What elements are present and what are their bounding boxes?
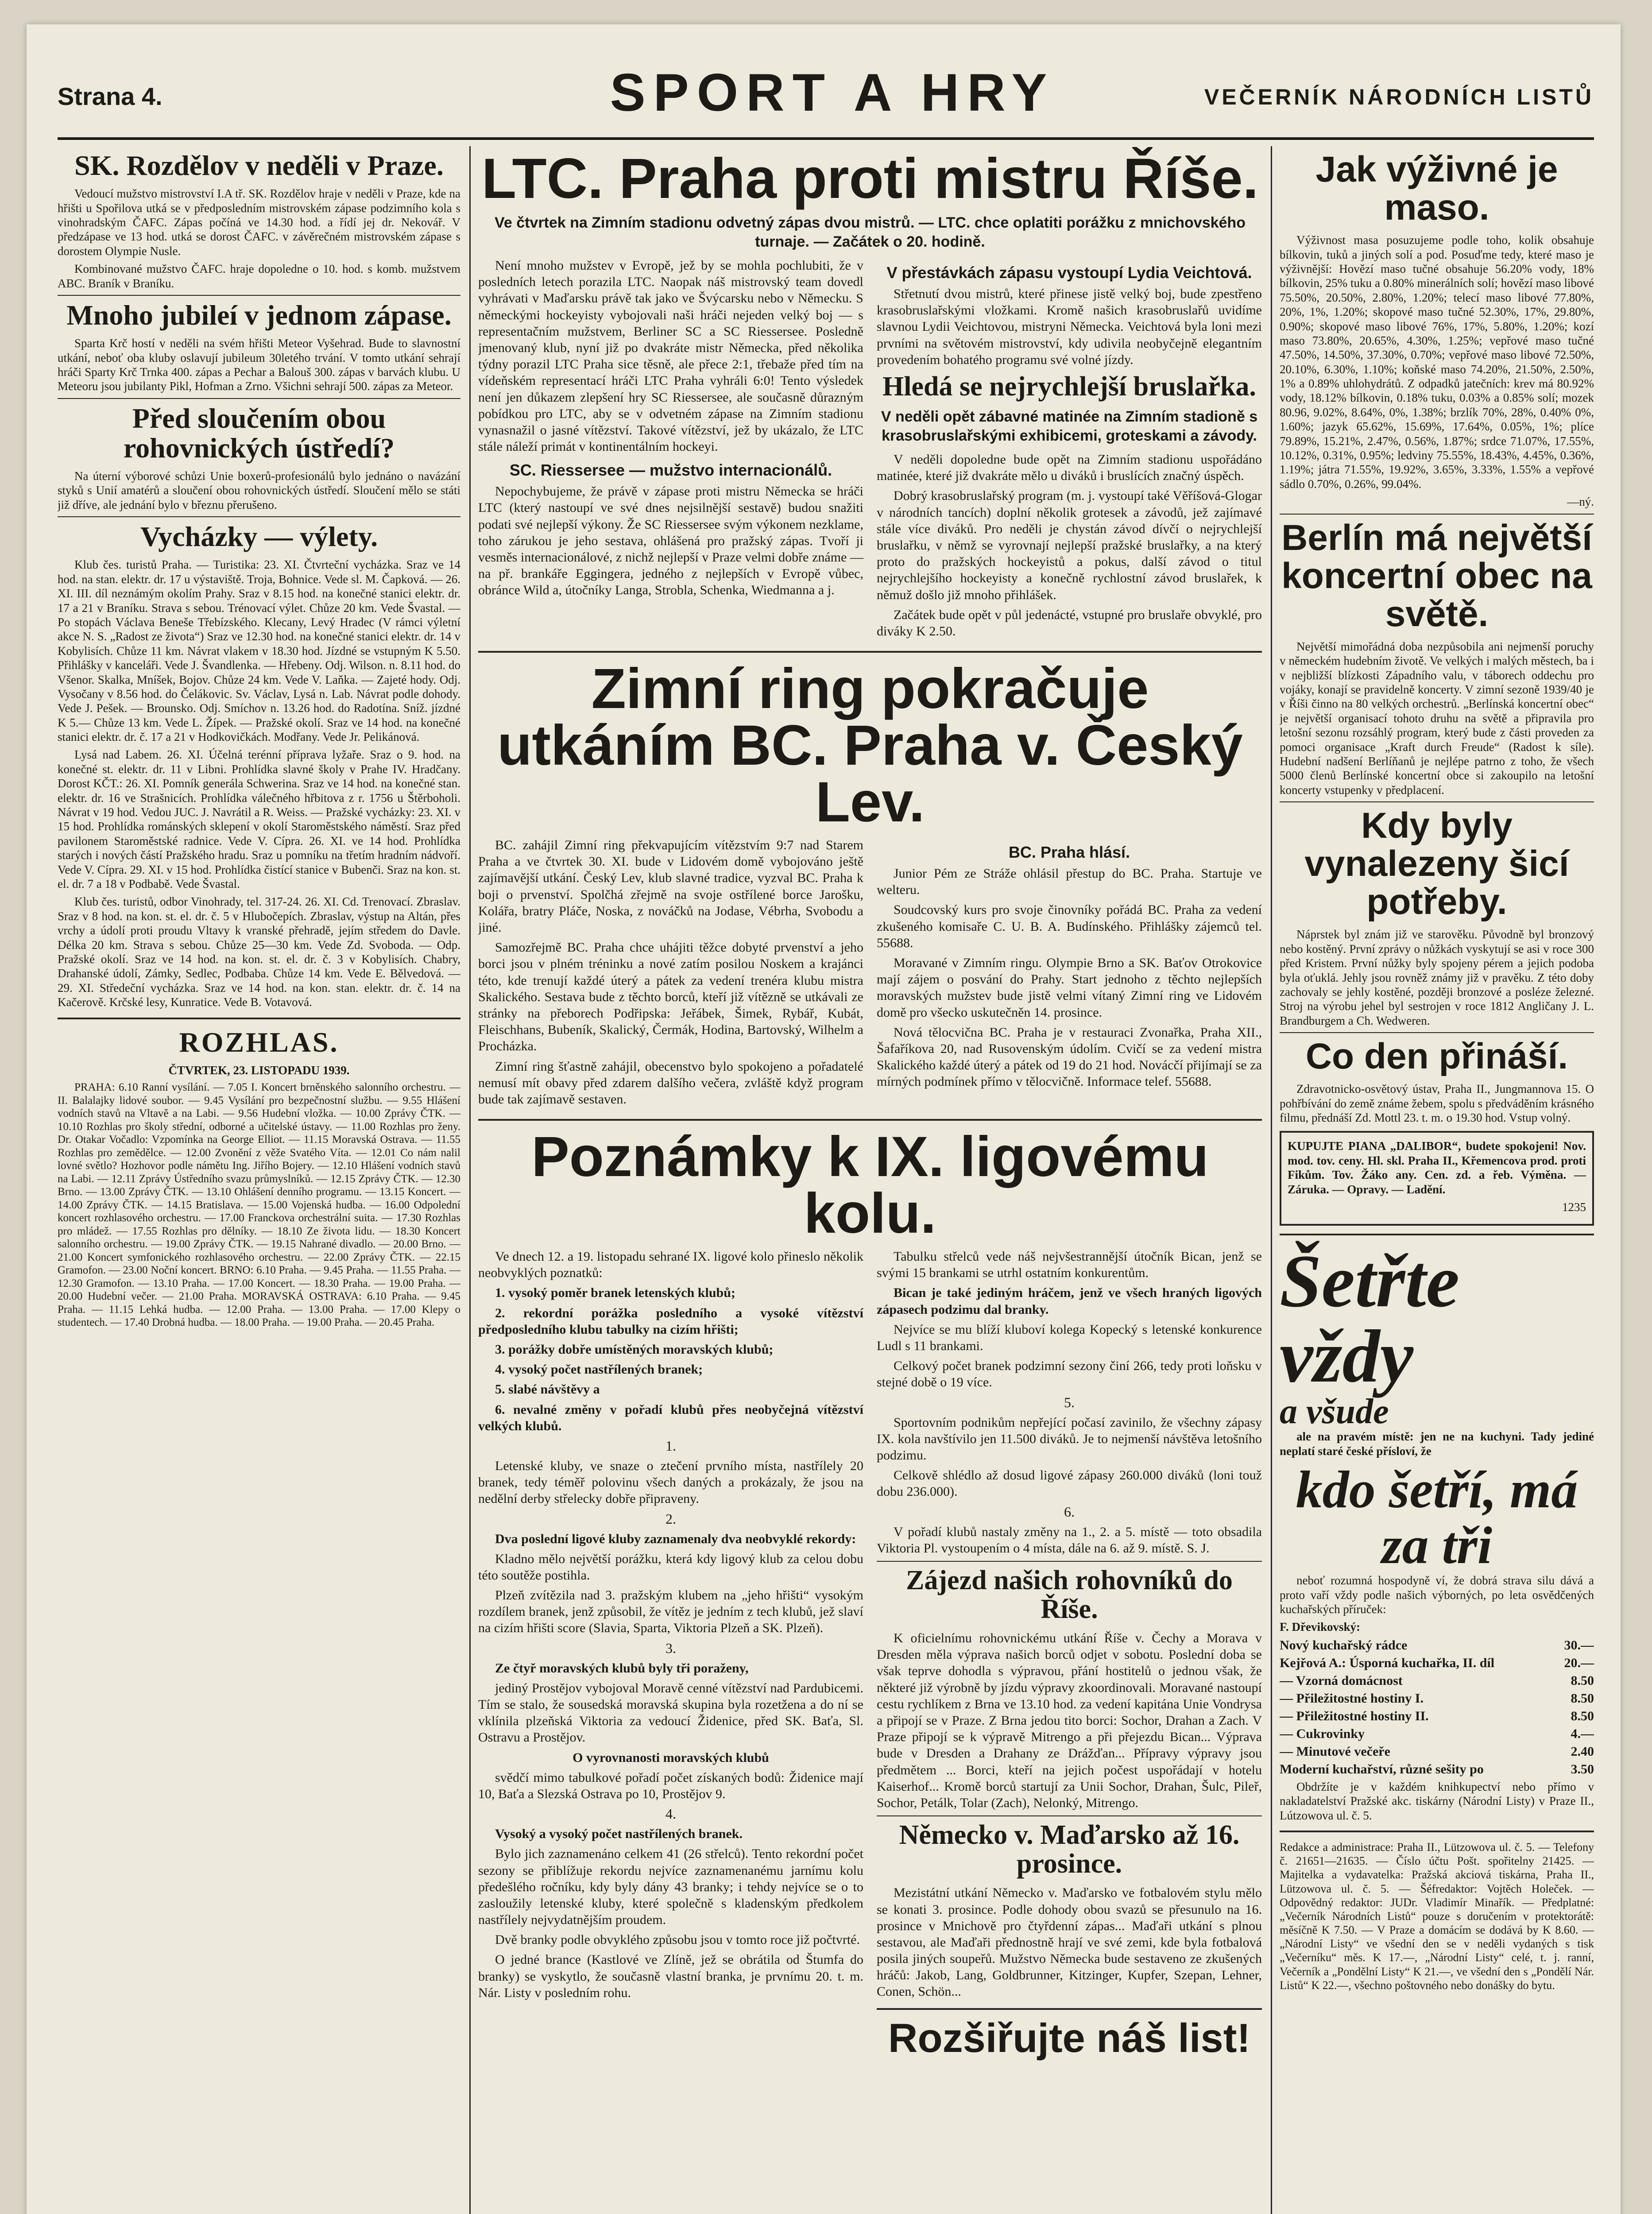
article-title: SK. Rozdělov v neděli v Praze. xyxy=(74,150,444,181)
article-text: Není mnoho mužstev v Evropě, jež by se mohla pochlubiti, že v posledních letech porazila LTC. Naopak náš mistrovský team dovedl vyhrávati v Maďarsku právě tak jako ve Švýcarsku nebo v Německu. S německými hockeyisty vybojovali naši hráči nejeden velký boj — s representačním mužstvem, Berliner SC a SC Riessersee. Posledně jmenovaný klub, nyní již po dvakráte mistr Německa, před několika týdny porazil LTC Praha sice těsně, ale přece 2:1, třebaže před tím na vídeňském representací hráči LTC Praha vyhráli 6:0! Tento výsledek není jen důkazem zlepšení hry SC Riessersee, ale současně důrazným pobídkou pro LTC, aby se v odvetném zápase na Zimním stadionu vynasnažil o jasné vítězství. Takové vítězství, jež by ukázalo, že LTC stále náleží primát v kontinentálním hockeyi. xyxy=(478,258,863,454)
divider xyxy=(877,2008,1262,2010)
article-text: Nejvíce se mu blíží kluboví kolega Kopecký s letenské konkurence Ludl s 11 brankami. xyxy=(877,1322,1262,1354)
column-rule xyxy=(469,146,471,2214)
divider xyxy=(478,651,1262,653)
article-text: V pořadí klubů nastaly změny na 1., 2. a 5. místě — toto obsadila Viktoria Pl. vystoupením o 4 místa, dále na 6. až 9. místě. S. J. xyxy=(877,1524,1262,1556)
masthead xyxy=(58,58,1594,140)
article-title: Před sloučením obou rohovnických ústředí? xyxy=(123,402,395,464)
price-row xyxy=(1280,1744,1594,1759)
ad-text: neboť rozumná hospodyně ví, že dobrá strava silu dává a proto vaří vždy podle našich výborných, po leta osvědčených kuchařských příruček: xyxy=(1280,1574,1594,1616)
book-price: 20.— xyxy=(1564,1655,1594,1670)
article-signature: —ný. xyxy=(1567,495,1594,509)
book-name: Nový kuchařský rádce xyxy=(1280,1637,1408,1653)
article-text: Ze čtyř moravských klubů byly tři poraženy, xyxy=(495,1660,749,1676)
price-row xyxy=(1280,1656,1594,1671)
headline-poznamky: Poznámky k IX. ligovému kolu. xyxy=(531,1125,1209,1246)
column-5 xyxy=(1280,146,1594,2214)
article-title: Co den přináší. xyxy=(1305,1036,1568,1077)
book-name: — Vzorná domácnost xyxy=(1280,1673,1403,1688)
cookbook-ad xyxy=(1280,1239,1594,1823)
headline-zimni-ring: Zimní ring pokračuje utkáním BC. Praha v. Český Lev. xyxy=(497,657,1243,834)
piano-ad xyxy=(1280,1131,1594,1226)
article-text: Největší mimořádná doba nezpůsobila ani nejmenší poruchy v německém hudebním životě. Ve velkých i malých městech, ba i v nejbližší blízkosti Západního valu, v táborech oddechu pro vojáky, konají se pravidelně koncerty. V zimní sezoně 1939/40 je v Říši činno na 80 velkých orchestrů. „Berlínská koncertní obec“ je největší organisací tohoto druhu na světě a připravila pro letošní sezonu rozsáhlý program, který bude z části proveden za pomoci organisace „Kraft durch Freude“ (Radost k síle). Hudební nadšení Berlíňanů je nejlépe patrno z toho, že všech 5000 členů Berlínské koncertní obce si zakoupilo na letošní koncerty vstupenky v předplacení. xyxy=(1280,639,1594,797)
imprint xyxy=(1280,1840,1594,1992)
price-row xyxy=(1280,1691,1594,1706)
subhead: V přestávkách zápasu vystoupí Lydia Veichtová. xyxy=(886,263,1252,282)
ltc-right-col xyxy=(877,257,1262,643)
article-text: Zimní ring šťastně zahájil, obecenstvo bylo spokojeno a pořadatelé nemusí mít obavy před zdarem dalšího večera, zvláště když program bude tak zajímavě sestaven. xyxy=(478,1059,863,1107)
price-row xyxy=(1280,1638,1594,1653)
divider xyxy=(58,1018,460,1019)
book-price: 30.— xyxy=(1564,1637,1594,1653)
section-number: 3. xyxy=(665,1640,676,1656)
divider xyxy=(1280,514,1594,515)
article-text: Ve dnech 12. a 19. listopadu sehrané IX. ligové kolo přineslo několik neobvyklých poznatků: xyxy=(478,1249,863,1281)
price-row xyxy=(1280,1709,1594,1724)
article-text: Zdravotnicko-osvětový ústav, Praha II., Jungmannova 15. O pohřbívání do země známe žebem, spolu s předváděním krásného filmu, přednáší Zd. Mottl 23. t. m. o 19.30 hod. Vstup volný. xyxy=(1280,1082,1594,1125)
article-text: K oficielnímu rohovnickému utkání Říše v. Čechy a Morava v Dresden měla výprava našich borců odjet v sobotu. Poslední doba se však teprve dohodla s výpravou, přání hostitelů o jednou však, že některé již výrobně by jízdu výpravy zkoordinovali. Moravané nastoupí cestu rychlíkem z Brna ve 13.10 hod. za vedení kapitána Unie Vondrysa a připojí se v Praze. Z Brna jedou tito borci: Sochor, Drahan a Zach. V Praze připojí se k výpravě Mitrengo a při přejezdu Bican... Výprava bude v Dresden a Drahany ze Drážďan... Přípravy výpravy jsou předmětem ... Borci, kteří na jejich počest uspořádají v hotelu Kaiserhof... Kromě borců startují za Unii Sochor, Drahan, Šulc, Pileř, Sochor, Petálk, Tolar (Zach), Nelonký, Mitrengo. xyxy=(877,1631,1262,1810)
article-text: Kombinované mužstvo ČAFC. hraje dopoledne o 10. hod. s komb. mužstvem ABC. Braník v Braníku. xyxy=(58,262,460,290)
newspaper-name: VEČERNÍK NÁRODNÍCH LISTŮ xyxy=(1204,85,1594,109)
article-title: Mnoho jubileí v jednom zápase. xyxy=(66,299,452,331)
article-text: Letenské kluby, ve snaze o ztečení prvního místa, nastřílely 20 branek, tedy téměř polovinu všech daných a prokázaly, že jsou na nedělní derby střelecky dobře připraveny. xyxy=(478,1458,863,1506)
column-sports xyxy=(478,146,1262,2214)
ad-number: 1235 xyxy=(1562,1200,1586,1214)
deck: V neděli opět zábavné matinée na Zimním stadioně s krasobruslařskými exhibicemi, groteskami a závody. xyxy=(881,408,1258,444)
divider xyxy=(1280,1831,1594,1832)
article-text: Dva poslední ligové kluby zaznamenaly dva neobvyklé rekordy: xyxy=(495,1531,856,1546)
article-text: Nová tělocvična BC. Praha je v restauraci Zvonařka, Praha XII., Šafaříkova 20, nad Rusovenským údolím. Cvičí se za vedení mistra Skalického každé úterý a pátek od 19 do 21 hod. Novácčí přijímají se za mírných podmínek přímo v tělocvičně. Informace telef. 55688. xyxy=(877,1025,1262,1089)
zr-left-col xyxy=(478,837,863,1111)
section-title: SPORT A HRY xyxy=(610,63,1055,122)
column-1 xyxy=(58,146,460,2214)
list-item: 1. vysoký poměr branek letenských klubů; xyxy=(495,1285,735,1301)
section-number: 2. xyxy=(665,1510,676,1527)
divider xyxy=(1280,1032,1594,1033)
book-price: 8.50 xyxy=(1571,1673,1594,1688)
article-title: Vycházky — výlety. xyxy=(140,521,378,553)
divider xyxy=(478,1119,1262,1121)
book-price: 4.— xyxy=(1571,1726,1594,1741)
article-text: Mezistátní utkání Německo v. Maďarsko ve fotbalovém stylu mělo se konati 3. prosince. Podle dohody obou svazů se přesunulo na 16. prosince v Mnichově pro čtyřdenní zápas... Maďaři utkání s plnou sestavou, ale Maďaři přednostně hrají ve své zemi, kde byla fotbalová posila jiných soupeřů. Mužstvo Německa bude sestaveno ze zkušených hráčů: Jakob, Lang, Goldbrunner, Kitzinger, Kupfer, Szepan, Lehner, Conen, Schön... xyxy=(877,1885,1262,1999)
divider xyxy=(58,516,460,517)
article-text: V neděli dopoledne bude opět na Zimním stadionu uspořádáno matinée, které již dvakráte mělo u diváků i bruslících značný úspěch. xyxy=(877,452,1262,484)
ad-text: KUPUJTE PIANA „DALIBOR“, budete spokojeni! Nov. mod. tov. ceny. Hl. skl. Praha II., Křemencova prod. proti Fikům. Tov. Žáko any. Cen. zd. a řeb. Výměna. — Záruka. — Opravy. — Ladění. xyxy=(1288,1139,1586,1196)
book-price: 8.50 xyxy=(1571,1708,1594,1723)
article-text: O jedné brance (Kastlové ve Zlíně, jež se obrátila od Štumfa do branky) se vyskytlo, že současně vlastní branka, je prvnímu 20. t. m. Nár. Listy v posledním rohu. xyxy=(478,1952,863,2000)
ad-text: Obdržíte je v každém knihkupectví nebo přímo v nakladatelství Pražské akc. tiskárny (Národní Listy) v Praze II., Lútzowova ul. č. 5. xyxy=(1280,1780,1594,1822)
pz-right-col xyxy=(877,1248,1262,2065)
price-row xyxy=(1280,1762,1594,1777)
zr-right-col xyxy=(877,837,1262,1111)
article-text: Tabulku střelců vede náš nejvšestrannější útočník Bican, jenž se svými 15 brankami se utrhl ostatním konkurentům. xyxy=(877,1249,1262,1281)
ad-text: ale na pravém místě: jen ne na kuchyni. Tady jediné neplatí staré české přísloví, že xyxy=(1280,1430,1594,1458)
article-text: Junior Pém ze Stráže ohlásil přestup do BC. Praha. Startuje ve welteru. xyxy=(877,866,1262,898)
article-title: Německo v. Maďarsko až 16. prosince. xyxy=(899,1820,1240,1879)
ad-slogan: kdo šetří, má za tři xyxy=(1296,1460,1578,1575)
subhead: BC. Praha hlásí. xyxy=(1008,843,1130,862)
article-text: BC. zahájil Zimní ring překvapujícím vítězstvím 9:7 nad Starem Praha a ve čtvrtek 30. XI. bude v Lidovém domě vybojováno ještě zajímavější utkání. Český Lev, klub slavné tradice, vyzval BC. Praha k boji o prvenství. Spolčhá zřejmě na svoje ostřílené borce Jarošku, Kolářa, bratry Pláče, Noska, z nováčků na Jodase, Vébrha, Svobodu a jiné. xyxy=(478,838,863,935)
article-text: Vedoucí mužstvo mistrovství I.A tř. SK. Rozdělov hraje v neděli v Praze, kde na hřišti u Spořilova utká se v předposledním mistrovském zápase podzimního kola s vinohradským ČAFC. Zápas počíná ve 14.30 hod. a řídí jej dr. Nekovář. V předzápase ve 13 hod. utká se dorost ČAFC. v závěrečném mistrovském zápase s dorostem Olympie Nusle. xyxy=(58,187,460,258)
book-price: 3.50 xyxy=(1571,1761,1594,1777)
article-text: Sportovním podnikům nepřející počasí zavinilo, že všechny zápasy IX. kola navštívilo jen 11.500 diváků. Je to nejmenší návštěva letošního podzimu. xyxy=(877,1415,1262,1463)
promo-rozsirujte: Rozšiřujte náš list! xyxy=(888,2015,1250,2061)
list-item: 4. vysoký počet nastřílených branek; xyxy=(495,1362,703,1377)
divider xyxy=(1280,1234,1594,1235)
article-text: Kladno mělo největší porážku, která kdy ligový klub za celou dobu této soutěže postihla. xyxy=(478,1551,863,1583)
article-text: Klub čes. turistů Praha. — Turistika: 23. XI. Čtvrteční vycházka. Sraz ve 14 hod. na stan. elektr. dr. 17 u výstaviště. Troja, Bohnice. Vede sl. M. Čapková. — 26. XI. III. díl neznámým okolím Prahy. Sraz v 8.15 hod. na konečné stanici elektr. dr. 17 a 21 v Braníku. Strava s sebou. Trénovací výlet. Chůze 20 km. Vede Švastal. — Po stopách Václava Beneše Třebízského. Klecany, Levý Hradec (V rámci výletní akce N. S. „Radost ze života“) Sraz ve 12.30 hod. na konečné stanici elektr. dr. 14 v Kobylisích. Chůze 11 km. Návrat vlakem v 18.30 hod. Jízdné se vstupným K 5.50. Přihlášky v kanceláři. Vede J. Švandlenka. — Hřebeny. Odj. Wilson. n. 8.11 hod. do Všenor. Skalka, Mníšek, Bojov. Chůze 24 km. Vede V. Laňka. — Zajeté hody. Odj. Vysočany v 8.56 hod. do Čelákovic. Sv. Václav, Lysá n. Lab. Návrat podle dohody. Vede J. Pešek. — Brounsko. Odj. Smíchov n. 13.26 hod. do Radotína. Sníž. jízdné K 5.— Chůze 13 km. Vede L. Žípek. — Pražské okolí. Sraz ve 14 hod. na konečné stanici elektr. dr. č. 17 a 21 v Hodkovičkách. Modřany. Vede Jr. Pelikánová. xyxy=(58,558,460,744)
article-text: Soudcovský kurs pro svoje činovníky pořádá BC. Praha za vedení zkušeného komisaře C. U. B. A. Budínského. Přihlášky zájemců tel. 55688. xyxy=(877,902,1262,950)
article-title: Jak výživné je maso. xyxy=(1315,149,1558,228)
column-rule xyxy=(1271,146,1272,2214)
radio-date: ČTVRTEK, 23. LISTOPADU 1939. xyxy=(168,1063,350,1077)
article-text: Začátek bude opět v půl jedenácté, vstupné pro bruslaře obvyklé, pro diváky K 2.50. xyxy=(877,607,1262,639)
poznamky-body xyxy=(478,1248,1262,2065)
divider xyxy=(58,398,460,399)
article-text: jediný Prostějov vybojoval Moravě cenné vítězství nad Pardubicemi. Tím se stalo, že sousedská moravská skupina byla rozetžena a do ní se vklínila plzeňská Viktoria za vedoucí Židenice, před SK. Baťa, Sl. Ostravu a Prostějov. xyxy=(478,1680,863,1745)
list-item: 5. slabé návštěvy a xyxy=(495,1382,600,1397)
book-name: Moderní kuchařství, různé sešity po xyxy=(1280,1761,1484,1777)
article-text: Nepochybujeme, že právě v zápase proti mistru Německa se hráči LTC (který nastoupí ve své dnes nejsilnější sestavě) budou snažiti podati své nejlepší výkony. Že SC Riessersee svým výkonem nezklame, toho zárukou je jeho sestava, ohlášená pro pražský zápas. Tvoří ji vesměs internacionálové, z nichž nejlepší v Praze velmi dobře známe — na př. brankáře Eggingera, jedného z nejlepších v Evropě vůbec, obránce Wild a, útočníky Langa, Strobla, Schenka, Wiedmanna a j. xyxy=(478,484,863,598)
article-text: Výživnost masa posuzujeme podle toho, kolik obsahuje bílkovin, tuků a jiných solí a pod. Posuďme tedy, které maso je výživnější: Hovězí maso tučné obsahuje 56.20% vody, 18% bílkovin, 25% tuku a 0.80% minerálních solí; hovězí maso libové 75.50%, 20.50%, 2.80%, 1.20%; telecí maso libové 77.80%, 20%, 1%, 1.20%; skopové maso tučné 52.30%, 17%, 29.80%, 0.90%; skopové maso libové 76%, 17%, 5.80%, 1.20%; kozí maso 73.80%, 20.65%, 4.30%, 1.25%; vepřové maso tučné 47.50%, 14.50%, 37.30%, 0.70%; vepřové maso libové 72.50%, 20.10%, 6.30%, 1.10%; koňské maso 74.20%, 21.50%, 2.50%, 1% a 0.89% uhlohydrátů. Z odpadků jatečních: krev má 80.92% vody, 18.12% bílkovin, 0.18% tuku, 0.03% a 0.85% solí; mozek 80.96, 9.02%, 8.64%, 0%, 1.38%; brzlík 70%, 28%, 0.40% 0%, 1.60%; jazyk 65.62%, 15.69%, 17.64%, 0.05%, 1%; plíce 79.89%, 15.21%, 2.47%, 0.56%, 1.87%; srdce 71.07%, 17.55%, 10.12%, 0.31%, 0.95%; ledviny 75.55%, 18.43%, 4.45%, 0.36%, 1.19%; játra 71.55%, 19.92%, 3.65%, 3.33%, 1.55% a vepřové sádlo 0.70%, 0.26%, 99.04%. xyxy=(1280,233,1594,491)
article-title: Zájezd našich rohovníků do Říše. xyxy=(906,1565,1233,1624)
article-text: Celkově shlédlo až dosud ligové zápasy 260.000 diváků (loni touž dobu 236.000). xyxy=(877,1468,1262,1499)
article-text: Dobrý krasobruslařský program (m. j. vystoupí také Věříšová-Glogar v národních tancích) doplní několik grotesek a závodů, jež zajímavé stále více diváků. Pro neděli je chystán závod dívčí o nejrychlejší bruslařku, v němž se vyrovnají nejlepší pražské bruslařky, a na který proto do pražských hockeyistů a pokus, další závod o titul nejrychlejšího hockeyisty a konečně rychlostní závod bruslařek, k němuž došlo již mnoho přihlášek. xyxy=(877,488,1262,602)
divider xyxy=(877,1815,1262,1816)
ltc-body xyxy=(478,257,1262,643)
article-text: Vysoký a vysoký počet nastřílených branek. xyxy=(495,1827,743,1842)
ad-author: F. Dřevikovský: xyxy=(1280,1620,1361,1634)
subhead: SC. Riessersee — mužstvo internacionálů. xyxy=(509,461,832,480)
article-title: Berlín má největší koncertní obec na světě. xyxy=(1281,517,1592,634)
article-text: Bican je také jediným hráčem, jenž ve všech hraných ligových zápasech podzimu dal branky. xyxy=(877,1285,1262,1317)
imprint-text: Redakce a administrace: Praha II., Lützowova ul. č. 5. — Telefony č. 21651—21635. — Číslo účtu Pošt. spořitelny 21425. — Majitelka a vydavatelka: Pražská akciová tiskárna, Praha II., Lützowova ul. č. 5. — Šéfredaktor: Vojtěch Holeček. — Odpovědný redaktor: JUDr. Vladimír Minařík. — Předplatné: „Večerník Národních Listů“ pouze s doručením v protektorátě: měsíčně K 7.50. — V Praze a domácím se dodává by K 8.60. — „Národní Listy“ ve všední den se v neděli vydaných s tisk „Večerníku“ měs. K 17.—, „Národní Listy“ celé, t. j. ranní, Večerník a „Pondělní Listy“ K 21.—, ve všední den s „Pondělí Nár. Listů“ K 22.—, všechno poštovného nebo donášky do bytu. xyxy=(1280,1840,1594,1992)
subhead: Hledá se nejrychlejší bruslařka. xyxy=(882,371,1256,402)
divider xyxy=(877,1561,1262,1562)
book-name: — Minutové večeře xyxy=(1280,1744,1390,1759)
article-text: Na úterní výborové schůzi Unie boxerů-profesionálů bylo jednáno o navázání styků s Unií amatérů a sloučení obou rohovnických ústředí. Sloučení mělo se státi již dříve, ale jednání bylo v březnu přerušeno. xyxy=(58,469,460,511)
ltc-deck: Ve čtvrtek na Zimním stadionu odvetný zápas dvou mistrů. — LTC. chce oplatiti porážku z mnichovského turnaje. — Začátek o 20. hodině. xyxy=(495,214,1246,250)
ad-subheadline: a všude xyxy=(1280,1392,1389,1432)
article-title: Kdy byly vynalezeny šicí potřeby. xyxy=(1304,805,1569,922)
book-price: 2.40 xyxy=(1571,1744,1594,1759)
section-number: 6. xyxy=(1064,1503,1075,1520)
book-name: — Přiležitostné hostiny II. xyxy=(1280,1708,1429,1723)
section-number: 1. xyxy=(665,1437,676,1454)
article-text: Sparta Krč hostí v neděli na svém hřišti Meteor Vyšehrad. Bude to slavnostní utkání, neboť oba kluby oslavují jubileum 30letého trvání. V tomto utkání sehrají hráči Sparty Krč Trnka 400. zápas a Pechar a Balouš 300. zápas v barvách klubu. U Meteoru jsou jubilanty Pikl, Hofman a Zrno. Všichni sehrají 500. zápas za Meteor. xyxy=(58,337,460,393)
article-text: Lysá nad Labem. 26. XI. Účelná terénní příprava lyžaře. Sraz o 9. hod. na konečné st. elektr. dr. 11 v Libni. Prohlídka slavné školy v Prahe IV. Hradčany. Dorost KČT.: 26. XI. Pomník generála Schwerina. Sraz ve 14 hod. na konečné stan. elektr. dr. 16 ve Strašnicích. Prohlídka válečného hřbitova z r. 1756 u Štěrboholi. Návrat v 19 hod. Vedou JUC. J. Navrátil a R. Weiss. — Pražské vycházky: 23. XI. v 15 hod. Prohlídka románských sklepení v okolí Staroměstského náměstí. Sraz před pavilonem Staroměstské radnice. Vede V. Cípra. 26. XI. ve 14 hod. Prohlídka starých i nových částí Pražského hradu. Sraz u pomníku na třetím hradním nádvoří. Vede V. Cípra. 29. XI. v 15 hod. Prohlídka čistící stanice v Bubenči. Sraz na kon. st. el. dr. 7 a 18 v Podbabě. Vede Švastal. xyxy=(58,748,460,890)
price-row xyxy=(1280,1673,1594,1688)
article-text: Samozřejmě BC. Praha chce uhájiti těžce dobyté prvenství a jeho borci jsou v plném tréninku a nové zatím posilou Noskem a krajánci této, kde trenují každé úterý a pátek za vedení trenéra klubu mistra Skalického. Sestava bude z těchto borců, kteří již vítězně se utkávali ze stránky na přeborech Podřipska: Jeřábek, Šimek, Rybář, Kubát, Fleischhans, Bubeník, Skalický, Čermák, Hodina, Bartovský, Wilhelm a Procházka. xyxy=(478,940,863,1054)
zimni-ring-body xyxy=(478,837,1262,1111)
article-text: Celkový počet branek podzimní sezony činí 266, tedy proti loňsku v stejné době o 19 více. xyxy=(877,1359,1262,1390)
article-text: Klub čes. turistů, odbor Vinohrady, tel. 317-24. 26. XI. Cd. Trenovací. Zbraslav. Sraz v 8 hod. na kon. st. el. dr. č. 5 v Hlubočepích. Zbraslav, výstup na Altán, přes vrchy a údolí proti proudu Vltavy k vranské přehradě, jejím středem do Davle. Délka 20 km. Strava s sebou. Chůze 25—30 km. Vede Zd. Svoboda. — Odp. Pražské okolí. Sraz ve 14 hod. na kon. st. el. dr. č. 3 v Kobylisích. Chabry, Drahanské údolí, Zámky, Sedlec, Podbaba. Chůze 14 km. Vede E. Bělvedová. — 29. XI. Středeční vycházka. Sraz ve 14 hod. na kon. stan. elektr. dr. č. 14 na Kačerově. Krčské lesy, Kunratice. Vede B. Votavová. xyxy=(58,895,460,1009)
list-item: 6. nevalné změny v pořadí klubů přes neobyčejná vítězství velkých klubů. xyxy=(478,1402,863,1433)
article-text: svědčí mimo tabulkové pořadí počet získaných bodů: Židenice mají 10, Baťa a Slezská Ostrava po 10, Prostějov 9. xyxy=(478,1770,863,1801)
list-item: 2. rekordní porážka posledního a vysoké vítězství předposledního klubu tabulky na cizím hřišti; xyxy=(478,1305,863,1337)
article-text: Moravané v Zimním ringu. Olympie Brno a SK. Baťov Otrokovice mají zájem o posvání do Prahy. Start jednoho z těchto nejlepších moravských mužstev bude jistě velmi vítaný Zimní ring ve Lidovém domě pro všecko uskutečněn 14. prosince. xyxy=(877,956,1262,1020)
book-name: — Cukrovinky xyxy=(1280,1726,1365,1741)
price-row xyxy=(1280,1726,1594,1742)
article-text: Dvě branky podle obvyklého způsobu jsou v tomto roce již počtvrté. xyxy=(495,1932,860,1947)
page-number: Strana 4. xyxy=(58,82,162,110)
list-item: 3. porážky dobře umístěných moravských klubů; xyxy=(495,1342,774,1357)
article-text: O vyrovnanosti moravských klubů xyxy=(573,1750,769,1765)
section-number: 5. xyxy=(1064,1394,1075,1410)
book-name: — Přiležitostné hostiny I. xyxy=(1280,1691,1424,1706)
headline-ltc: LTC. Praha proti mistru Říše. xyxy=(481,147,1259,210)
radio-title: ROZHLAS. xyxy=(179,1026,339,1058)
article-text: Náprstek byl znám již ve starověku. Původně byl bronzový nebo kostěný. První zprávy o nůžkách vyskytují se asi v roce 300 před Kristem. První nůžky byly spojeny pérem a jejich podoba byla oťuklá. Jehly jsou rovněž známy již v pravěku. Z této doby zachovaly se jehly kostěné, později bronzové a posléze železné. Stroj na výrobu jehel byl sestrojen v roce 1812 Angličany J. L. Brandburgem a Ch. Wedweren. xyxy=(1280,928,1594,1027)
ltc-left-col xyxy=(478,257,863,643)
article-text: Plzeň zvítězila nad 3. pražským klubem na „jeho hřišti“ vysokým rozdílem branek, jenž způsobil, že vítěz je jedním z tech klubů, jež slaví na cizím hřišti score (Slavia, Sparta, Viktoria Plzeň a SK. Plzeň). xyxy=(478,1588,863,1636)
article-text: Bylo jich zaznamenáno celkem 41 (26 střelců). Tento rekordní počet sezony se přiblížuje rekordu nejvíce zaznamenanému jarnímu kolu předešlého ročníku, kdy byly dány 43 branky; i tehdy nejvíce se o to zasloužily letenské kluby, které společně s kladenským předkolem nastřílely nejvydatnějším proudem. xyxy=(478,1846,863,1928)
divider xyxy=(58,295,460,296)
book-price: 8.50 xyxy=(1571,1691,1594,1706)
radio-program: PRAHA: 6.10 Ranní vysílání. — 7.05 I. Koncert brněnského salonního orchestru. — II. Balalajky lidové soubor. — 9.45 Vysílání pro bezpečnostní službu. — 9.55 Hlášení vodních stavů na Vltavě a na Labi. — 9.56 Hudební vložka. — 10.00 Zprávy ČTK. — 10.10 Rozhlas pro školy střední, odborné a učitelské ústavy. — 11.00 Rozhlas pro ženy. Dr. Otakar Vočadlo: Vzpomínka na George Elliot. — 11.15 Moravská Ostrava. — 11.55 Rozhlas pro zemědělce. — 12.00 Zvonění z věže Svatého Víta. — 12.01 Co nám nalil lovné světlo? Hozhovor podle námětu Ing. Jiřího Bojery. — 12.10 Hlášení vodních stavů na Labi. — 12.11 Zprávy Ústředního svazu průmyslníků. — 12.15 Zprávy ČTK. — 12.30 Brno. — 13.00 Zprávy ČTK. — 13.10 Ohlášení denního programu. — 13.15 Koncert. — 14.00 Zprávy ČTK. — 14.15 Bratislava. — 15.00 Vojenská hudba. — 16.00 Odpolední koncert rozhlasového orchestru. — 17.00 Franckova orchestrální suita. — 17.30 Rozhlas pro mládež. — 17.55 Rozhlas pro dělníky. — 18.10 Ze života lidu. — 18.30 Koncert salonního orchestru. — 19.00 Zprávy ČTK. — 19.15 Nahrané divadlo. — 20.00 Brno. — 21.00 Koncert symfonického rozhlasového orchestru. — 22.00 Zprávy ČTK. — 22.15 Gramofon. — 23.00 Noční koncert. BRNO: 6.10 Praha. — 9.45 Praha. — 11.55 Praha. — 12.30 Gramofon. — 13.10 Praha. — 17.00 Koncert. — 18.30 Praha. — 19.00 Praha. — 20.00 Hudební večer. — 21.00 Praha. MORAVSKÁ OSTRAVA: 6.10 Praha. — 9.45 Praha. — 11.15 Lehká hudba. — 12.00 Praha. — 13.00 Praha. — 17.00 Klepy o studentech. — 17.40 Drobná hudba. — 18.00 Praha. — 19.00 Praha. — 20.45 Praha. xyxy=(58,1081,460,1329)
book-name: Kejřová A.: Úsporná kuchařka, II. díl xyxy=(1280,1655,1495,1670)
ad-headline: Šetřte vždy xyxy=(1280,1239,1460,1398)
article-text: Střetnutí dvou mistrů, které přinese jistě velký boj, bude zpestřeno krasobruslařskými vložkami. Kromě našich krasobruslařů uvidíme slavnou Lydii Veichtovou, mistryni Německa. Veichtová byla loni mezi prvními na světovém mistrovství, kdy udivila neobyčejně elegantním provedením bohatého programu své volné jízdy. xyxy=(877,286,1262,367)
section-number: 4. xyxy=(665,1806,676,1822)
divider xyxy=(1280,801,1594,802)
pz-left-col xyxy=(478,1248,863,2065)
